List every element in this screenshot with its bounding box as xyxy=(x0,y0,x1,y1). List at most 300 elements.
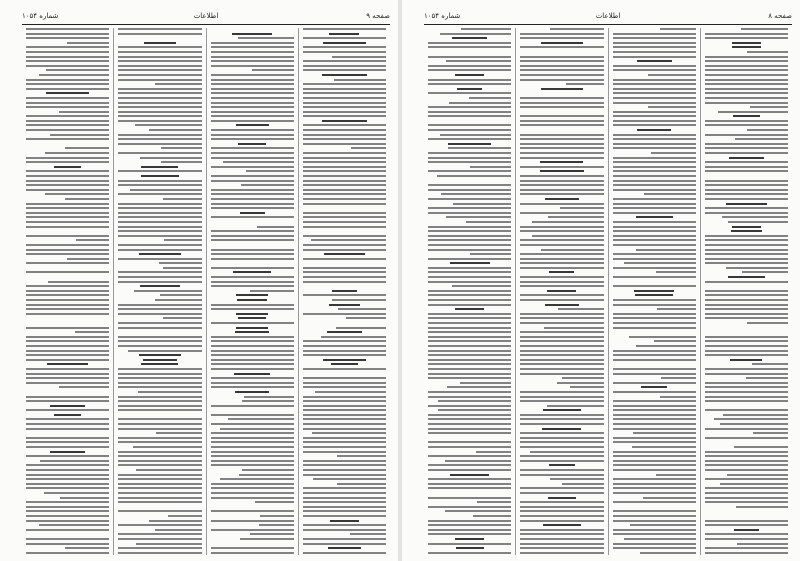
text-line xyxy=(118,497,201,499)
text-line xyxy=(428,487,511,489)
text-line xyxy=(428,184,511,186)
text-line xyxy=(139,354,181,356)
text-line xyxy=(547,405,603,407)
text-line xyxy=(520,33,603,35)
text-line xyxy=(160,294,202,296)
text-line xyxy=(26,212,109,214)
text-line xyxy=(26,478,109,480)
text-line xyxy=(26,345,109,347)
text-line xyxy=(560,207,603,209)
text-line xyxy=(26,161,109,163)
text-line xyxy=(303,322,386,324)
text-line xyxy=(613,198,696,200)
text-line xyxy=(520,538,603,540)
text-line xyxy=(705,102,788,104)
text-line xyxy=(211,368,294,370)
text-line xyxy=(705,487,788,489)
text-line xyxy=(742,271,788,273)
text-line xyxy=(428,244,511,246)
text-line xyxy=(303,83,386,85)
text-line xyxy=(303,400,386,402)
text-line xyxy=(520,74,603,76)
text-line xyxy=(130,189,201,191)
text-line xyxy=(118,74,201,76)
text-line xyxy=(211,28,294,30)
text-line xyxy=(303,396,386,398)
text-line xyxy=(613,313,696,315)
text-line xyxy=(428,235,511,237)
text-line xyxy=(350,533,386,535)
text-line xyxy=(26,244,109,246)
text-line xyxy=(211,460,294,462)
text-line xyxy=(324,253,365,255)
text-line xyxy=(334,79,386,81)
text-line xyxy=(428,46,511,48)
text-line xyxy=(26,51,109,53)
text-line xyxy=(239,474,294,476)
text-line xyxy=(259,524,293,526)
text-line xyxy=(303,97,386,99)
text-line xyxy=(651,152,696,154)
text-line xyxy=(550,478,603,480)
text-line xyxy=(118,483,201,485)
text-line xyxy=(211,304,294,306)
text-line xyxy=(236,327,268,329)
text-line xyxy=(705,451,788,453)
text-line xyxy=(656,271,696,273)
text-line xyxy=(332,290,357,292)
text-line xyxy=(440,134,511,136)
text-line xyxy=(118,382,201,384)
text-line xyxy=(26,359,109,361)
text-line xyxy=(329,304,360,306)
text-line xyxy=(428,469,511,471)
text-line xyxy=(332,299,386,301)
text-line xyxy=(613,102,696,104)
text-line xyxy=(211,487,294,489)
text-line xyxy=(705,547,788,549)
text-line xyxy=(613,483,696,485)
text-line xyxy=(520,359,603,361)
text-line xyxy=(613,428,696,430)
text-line xyxy=(161,147,201,149)
text-line xyxy=(705,478,788,480)
text-line xyxy=(445,460,512,462)
text-line xyxy=(211,74,294,76)
text-line xyxy=(211,56,294,58)
text-line xyxy=(118,134,201,136)
text-line xyxy=(303,230,386,232)
text-line xyxy=(549,464,575,466)
text-line xyxy=(26,428,109,430)
text-line xyxy=(211,455,294,457)
text-line xyxy=(159,262,201,264)
text-line xyxy=(661,377,696,379)
text-line xyxy=(428,418,511,420)
text-line xyxy=(346,317,386,319)
text-line xyxy=(211,244,294,246)
text-line xyxy=(428,350,511,352)
text-line xyxy=(705,515,788,517)
text-line xyxy=(329,33,359,35)
text-line xyxy=(303,373,386,375)
text-line xyxy=(303,354,386,356)
text-line xyxy=(118,336,201,338)
text-line xyxy=(118,478,201,480)
text-line xyxy=(303,382,386,384)
text-line xyxy=(428,157,511,159)
text-line xyxy=(445,510,511,512)
text-line xyxy=(520,373,603,375)
text-line xyxy=(428,290,511,292)
text-line xyxy=(118,441,201,443)
text-line xyxy=(428,492,511,494)
text-line xyxy=(118,281,201,283)
text-line xyxy=(211,79,294,81)
text-line xyxy=(428,552,511,554)
text-line xyxy=(428,276,511,278)
text-line xyxy=(520,437,603,439)
text-line xyxy=(211,441,294,443)
text-line xyxy=(211,492,294,494)
text-line xyxy=(118,249,201,251)
text-line xyxy=(211,230,294,232)
text-line xyxy=(220,478,294,480)
text-line xyxy=(328,547,361,549)
text-line xyxy=(613,317,696,319)
text-line xyxy=(752,363,788,365)
text-line xyxy=(303,543,386,545)
text-line xyxy=(211,437,294,439)
text-line xyxy=(428,543,511,545)
text-line xyxy=(26,317,109,319)
text-line xyxy=(26,184,109,186)
text-line xyxy=(303,281,386,283)
text-line xyxy=(520,184,603,186)
text-line xyxy=(303,212,386,214)
text-line xyxy=(118,308,201,310)
text-line xyxy=(613,354,696,356)
text-line xyxy=(26,230,109,232)
text-line xyxy=(211,198,294,200)
text-line xyxy=(26,267,109,269)
text-line xyxy=(26,88,109,90)
text-line xyxy=(303,510,386,512)
text-line xyxy=(118,331,201,333)
text-line xyxy=(438,400,512,402)
text-line xyxy=(520,529,603,531)
text-line xyxy=(118,547,201,549)
text-line xyxy=(613,111,696,113)
text-line xyxy=(613,368,696,370)
text-line xyxy=(448,147,511,149)
text-line xyxy=(211,42,294,44)
text-line xyxy=(118,506,201,508)
text-column xyxy=(608,28,700,555)
text-line xyxy=(450,262,490,264)
text-line xyxy=(635,294,673,296)
text-line xyxy=(438,409,511,411)
text-line xyxy=(747,129,788,131)
text-line xyxy=(211,180,294,182)
text-line xyxy=(26,226,109,228)
text-line xyxy=(705,524,788,526)
text-line xyxy=(613,529,696,531)
text-line xyxy=(520,175,603,177)
text-line xyxy=(613,327,696,329)
text-line xyxy=(428,170,511,172)
text-line xyxy=(705,368,788,370)
text-line xyxy=(211,451,294,453)
text-line xyxy=(118,226,201,228)
text-line xyxy=(118,106,201,108)
text-line xyxy=(613,253,696,255)
text-line xyxy=(26,354,109,356)
text-line xyxy=(26,377,109,379)
text-line xyxy=(211,97,294,99)
text-line xyxy=(303,464,386,466)
text-line xyxy=(731,230,762,232)
text-line xyxy=(705,520,788,522)
text-line xyxy=(520,180,603,182)
text-line xyxy=(520,276,603,278)
text-line xyxy=(557,382,604,384)
text-line xyxy=(136,543,201,545)
text-line xyxy=(705,345,788,347)
text-line xyxy=(118,88,201,90)
text-line xyxy=(613,469,696,471)
text-line xyxy=(26,483,109,485)
text-line xyxy=(337,455,386,457)
text-line xyxy=(236,313,268,315)
text-line xyxy=(337,483,386,485)
text-line xyxy=(141,166,178,168)
text-line xyxy=(211,386,294,388)
text-line xyxy=(118,203,201,205)
text-line xyxy=(441,193,511,195)
text-line xyxy=(143,359,177,361)
text-line xyxy=(520,515,603,517)
text-line xyxy=(705,308,788,310)
text-line xyxy=(118,138,201,140)
text-line xyxy=(520,65,603,67)
text-line xyxy=(211,520,294,522)
text-line xyxy=(118,216,201,218)
text-line xyxy=(59,111,110,113)
text-line xyxy=(520,285,603,287)
text-line xyxy=(118,271,201,273)
text-line xyxy=(470,166,512,168)
text-line xyxy=(45,193,110,195)
text-line xyxy=(149,520,202,522)
text-line xyxy=(26,249,109,251)
text-line xyxy=(428,533,511,535)
text-line xyxy=(303,294,386,296)
text-line xyxy=(211,216,294,218)
text-line xyxy=(211,83,294,85)
text-line xyxy=(428,405,511,407)
text-line xyxy=(211,207,294,209)
text-line xyxy=(26,506,109,508)
text-line xyxy=(26,501,109,503)
text-line xyxy=(613,515,696,517)
newspaper-page-8 xyxy=(402,0,800,561)
text-line xyxy=(705,79,788,81)
text-line xyxy=(118,377,201,379)
text-line xyxy=(211,65,294,67)
text-line xyxy=(303,138,386,140)
text-line xyxy=(303,46,386,48)
text-line xyxy=(644,193,696,195)
text-line xyxy=(428,304,511,306)
text-line xyxy=(437,175,511,177)
text-line xyxy=(732,42,760,44)
text-line xyxy=(428,478,511,480)
text-line xyxy=(613,359,696,361)
text-line xyxy=(211,446,294,448)
text-line xyxy=(613,492,696,494)
text-line xyxy=(613,46,696,48)
text-line xyxy=(428,520,511,522)
text-line xyxy=(118,423,201,425)
text-line xyxy=(331,363,357,365)
text-line xyxy=(211,166,294,168)
text-line xyxy=(118,111,201,113)
text-line xyxy=(234,373,269,375)
text-line xyxy=(705,382,788,384)
text-line xyxy=(428,258,511,260)
text-line xyxy=(45,152,109,154)
text-line xyxy=(26,423,109,425)
text-line xyxy=(613,239,696,241)
text-line xyxy=(118,170,201,172)
text-line xyxy=(26,529,109,531)
text-line xyxy=(520,203,603,205)
text-line xyxy=(134,290,201,292)
text-line xyxy=(211,340,294,342)
text-line xyxy=(428,79,511,81)
text-line xyxy=(705,538,788,540)
text-line xyxy=(613,331,696,333)
text-line xyxy=(118,418,201,420)
text-line xyxy=(149,129,202,131)
text-line xyxy=(26,120,109,122)
text-line xyxy=(250,290,294,292)
text-line xyxy=(733,115,760,117)
text-line xyxy=(660,396,696,398)
text-line xyxy=(322,120,366,122)
text-line xyxy=(705,262,788,264)
text-line xyxy=(211,88,294,90)
text-line xyxy=(428,267,511,269)
text-line xyxy=(520,124,603,126)
text-line xyxy=(705,464,788,466)
text-line xyxy=(26,56,109,58)
text-line xyxy=(26,285,109,287)
text-line xyxy=(155,529,202,531)
text-line xyxy=(613,207,696,209)
text-line xyxy=(141,363,178,365)
text-line xyxy=(303,152,386,154)
text-line xyxy=(211,239,294,241)
newspaper-title: اطلاعات xyxy=(595,12,621,20)
text-line xyxy=(705,285,788,287)
newspaper-title: اطلاعات xyxy=(193,12,219,20)
text-line xyxy=(67,42,109,44)
page-header xyxy=(424,12,792,24)
text-line xyxy=(26,322,109,324)
text-line xyxy=(211,147,294,149)
text-line xyxy=(520,487,603,489)
text-line xyxy=(118,552,201,554)
text-line xyxy=(303,409,386,411)
text-line xyxy=(613,441,696,443)
text-line xyxy=(428,414,511,416)
text-line xyxy=(428,340,511,342)
text-line xyxy=(303,501,386,503)
text-line xyxy=(613,244,696,246)
text-line xyxy=(303,184,386,186)
text-line xyxy=(543,409,581,411)
text-line xyxy=(705,239,788,241)
text-line xyxy=(428,249,511,251)
text-line xyxy=(705,60,788,62)
text-line xyxy=(705,437,788,439)
text-line xyxy=(705,455,788,457)
text-line xyxy=(26,180,109,182)
text-line xyxy=(303,129,386,131)
text-line xyxy=(705,152,788,154)
text-line xyxy=(26,97,109,99)
text-line xyxy=(613,405,696,407)
text-line xyxy=(520,267,603,269)
text-line xyxy=(705,207,788,209)
text-line xyxy=(613,51,696,53)
text-line xyxy=(477,501,512,503)
text-line xyxy=(613,455,696,457)
text-line xyxy=(303,92,386,94)
text-line xyxy=(654,340,696,342)
text-line xyxy=(303,529,386,531)
text-line xyxy=(520,506,603,508)
text-line xyxy=(613,161,696,163)
text-line xyxy=(727,474,788,476)
text-line xyxy=(624,262,696,264)
text-line xyxy=(26,65,109,67)
text-line xyxy=(428,377,511,379)
text-line xyxy=(26,189,109,191)
text-line xyxy=(613,212,696,214)
text-line xyxy=(303,285,386,287)
text-line xyxy=(26,299,109,301)
text-line xyxy=(118,120,201,122)
text-line xyxy=(520,552,603,554)
text-line xyxy=(544,327,603,329)
text-line xyxy=(705,120,788,122)
text-line xyxy=(39,74,109,76)
text-line xyxy=(211,363,294,365)
text-line xyxy=(26,33,109,35)
text-line xyxy=(26,79,109,81)
text-line xyxy=(428,271,511,273)
text-line xyxy=(705,74,788,76)
text-line xyxy=(211,547,294,549)
text-line xyxy=(144,42,176,44)
text-line xyxy=(428,138,511,140)
text-line xyxy=(520,510,603,512)
text-line xyxy=(723,414,788,416)
text-line xyxy=(118,79,201,81)
